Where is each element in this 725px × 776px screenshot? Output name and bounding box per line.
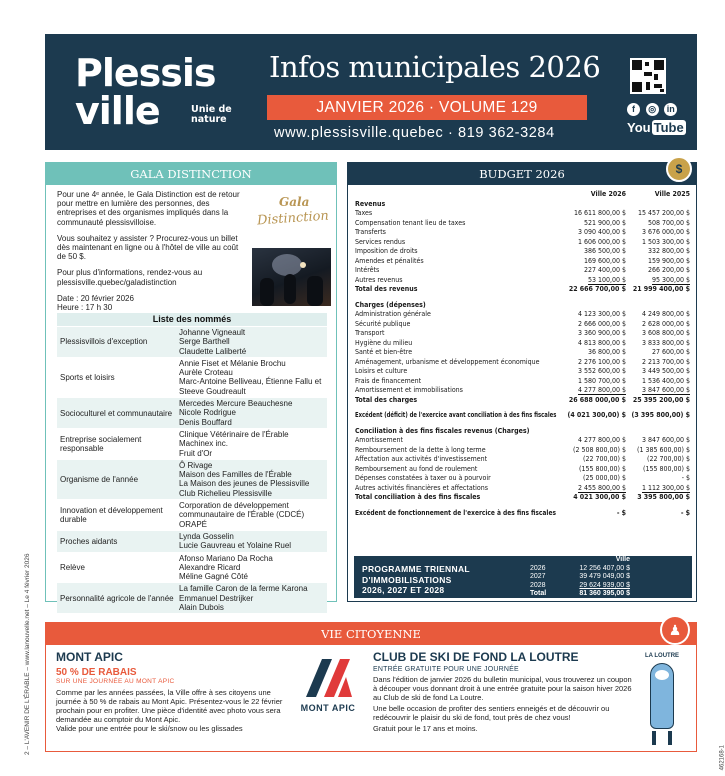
- budget-value-2026: 36 800,00 $: [587, 348, 626, 356]
- budget-header-row: [355, 190, 690, 200]
- club-body-3: Gratuit pour le 17 ans et moins.: [373, 724, 478, 733]
- nominee-names: [179, 398, 327, 428]
- budget-value-2026: (25 000,00) $: [583, 474, 626, 482]
- budget-row: [355, 238, 690, 248]
- budget-row: [355, 329, 690, 339]
- budget-value-2026: 169 600,00 $: [583, 256, 626, 265]
- nominee-names: [179, 460, 327, 499]
- budget-value-2025: (3 395 800,00) $: [631, 411, 690, 419]
- budget-row-label: Administration générale: [355, 310, 431, 318]
- budget-row-label: Hygiène du milieu: [355, 338, 413, 347]
- budget-value-2025: 3 395 800,00 $: [637, 493, 690, 501]
- nominee-row: [57, 429, 327, 460]
- nominee-names: [179, 358, 327, 397]
- budget-row: [355, 386, 690, 396]
- nominee-category: Socioculturel et communautaire: [60, 408, 173, 418]
- pti-box: [354, 556, 692, 598]
- pti-row: [530, 590, 630, 599]
- budget-value-2026: 26 688 000,00 $: [568, 395, 626, 404]
- budget-value-2026: [556, 200, 626, 210]
- nominee-row: [57, 398, 327, 429]
- budget-value-2026: 227 400,00 $: [583, 266, 626, 274]
- nominee-name: Johanne Vigneault: [179, 328, 246, 337]
- budget-value-2025: 1 536 400,00 $: [641, 376, 690, 385]
- budget-value-2025: 1 112 300,00 $: [641, 483, 690, 492]
- budget-row-label: Affectation aux activités d'investissement: [355, 455, 488, 463]
- budget-value-2026: 3 552 600,00 $: [577, 367, 626, 375]
- mont-apic-logo: [290, 655, 366, 725]
- budget-row: [355, 509, 690, 519]
- budget-section: [347, 162, 697, 602]
- budget-value-2026: 1 580 700,00 $: [577, 376, 626, 385]
- budget-row: [355, 411, 690, 421]
- nominee-row: [57, 500, 327, 531]
- budget-value-2026: 22 666 700,00 $: [568, 285, 626, 293]
- nominee-name: Corporation de développement communautaire de l'Érable (CDCÉ): [179, 501, 305, 520]
- budget-row: [355, 348, 690, 358]
- page-title: Infos municipales 2026: [269, 50, 601, 84]
- club-loutre-block: [373, 650, 633, 735]
- budget-value-2025: (22 700,00) $: [647, 455, 690, 463]
- gala-photo: [252, 248, 331, 306]
- budget-row-label: Total des revenus: [355, 285, 418, 293]
- gala-intro: [57, 190, 247, 321]
- budget-row-label: Services rendus: [355, 237, 406, 246]
- gala-logo: [251, 193, 331, 243]
- budget-row: [355, 276, 690, 286]
- budget-row: [355, 228, 690, 238]
- mont-apic-validity: Valide pour une entrée pour le ski/snow ou les glissades: [56, 724, 243, 733]
- logo-line1: Plessis: [75, 51, 216, 95]
- social-icons: [627, 100, 679, 116]
- nominee-row: [57, 358, 327, 398]
- budget-value-2026: 4 813 800,00 $: [577, 338, 626, 347]
- budget-row-label: Amortissement: [355, 436, 404, 444]
- budget-row: [355, 455, 690, 465]
- budget-row-label: Transport: [355, 329, 385, 337]
- budget-value-2025: [626, 200, 690, 210]
- nominee-category: Personnalité agricole de l'année: [60, 593, 174, 603]
- nominee-name: Nicole Rodrigue: [179, 408, 236, 418]
- nominee-category: Innovation et développement durable: [60, 505, 163, 524]
- nominee-row: [57, 553, 327, 584]
- budget-row: [355, 200, 690, 210]
- budget-row-label: Taxes: [355, 209, 373, 217]
- budget-value-2025: 3 676 000,00 $: [641, 228, 690, 236]
- budget-row: [355, 209, 690, 219]
- budget-row-label: Compensation tenant lieu de taxes: [355, 218, 466, 227]
- budget-row: [355, 247, 690, 257]
- budget-row: [355, 493, 690, 503]
- nominee-name: ORAPÉ: [179, 519, 208, 529]
- club-body-1: Dans l'édition de janvier 2026 du bulletin municipal, vous trouverez un coupon à découper vous donnant droit à une entrée gratuite pour la saison hiver 2026 au Club de ski de fond La Loutre.: [373, 675, 632, 702]
- budget-value-2025: (155 800,00) $: [643, 464, 690, 473]
- budget-row-label: Dépenses constatées à taxer ou à pourvoir: [355, 474, 491, 482]
- nominee-name: La famille Caron de la ferme Karona: [179, 584, 308, 594]
- gala-intro-p3[interactable]: Pour plus d'informations, rendez-vous au plessisville.quebec/galadistinction: [57, 268, 203, 287]
- nominee-names: [179, 429, 327, 459]
- budget-value-2025: [626, 427, 690, 437]
- family-icon: ♟: [660, 615, 690, 645]
- budget-value-2026: (4 021 300,00) $: [567, 411, 626, 419]
- nominee-name: Maison des Familles de l'Érable: [179, 470, 292, 480]
- gala-intro-p2: Vous souhaitez y assister ? Procurez-vous un billet dès maintenant en ligne ou à l'hôtel de ville au coût de 50 $.: [57, 233, 239, 262]
- budget-value-2026: 16 611 800,00 $: [573, 209, 626, 217]
- nominee-names: [179, 553, 327, 583]
- nominees-list-title: Liste des nommés: [57, 313, 327, 326]
- budget-value-2026: (155 800,00) $: [579, 464, 626, 473]
- nominee-name: Aurèle Croteau: [179, 368, 233, 378]
- budget-value-2025: - $: [680, 508, 690, 517]
- pti-value: 81 360 395,00 $: [579, 590, 630, 597]
- budget-row-label: Loisirs et culture: [355, 367, 408, 375]
- pti-title: PROGRAMME TRIENNAL D'IMMOBILISATIONS 2026, 2027 ET 2028: [362, 564, 470, 595]
- nominee-category: Relève: [60, 562, 85, 572]
- nominee-category: Proches aidants: [60, 536, 118, 546]
- mont-apic-logo-caption: MONT APIC: [300, 703, 356, 713]
- budget-row: [355, 474, 690, 484]
- logo-tagline: Unie de nature: [191, 104, 232, 125]
- budget-row-label: Charges (dépenses): [355, 300, 426, 309]
- budget-row-label: Amendes et pénalités: [355, 256, 424, 265]
- budget-value-2026: 1 606 000,00 $: [577, 237, 626, 246]
- budget-value-2026: 2 666 000,00 $: [577, 319, 626, 328]
- nominee-category: Organisme de l'année: [60, 474, 139, 484]
- pti-col-header: Ville: [615, 556, 630, 563]
- budget-value-2026: 4 021 300,00 $: [573, 493, 626, 501]
- budget-value-2026: 4 123 300,00 $: [577, 310, 626, 318]
- ski-icon: [652, 731, 656, 745]
- budget-value-2026: 3 090 400,00 $: [577, 228, 626, 236]
- budget-value-2025: 4 249 800,00 $: [641, 310, 690, 318]
- pti-value: 12 256 407,00 $: [579, 564, 630, 572]
- nominee-name: Lucie Gauvreau et Yolaine Ruel: [179, 541, 292, 551]
- budget-row-label: Intérêts: [355, 266, 380, 274]
- budget-col-2025: Ville 2025: [654, 190, 690, 198]
- budget-row: [355, 396, 690, 406]
- budget-value-2025: 2 213 700,00 $: [641, 357, 690, 366]
- budget-value-2025: 27 600,00 $: [651, 348, 690, 356]
- logo-line2: ville: [75, 89, 160, 133]
- mont-apic-block: [56, 650, 286, 733]
- budget-value-2025: 3 847 600,00 $: [641, 436, 690, 444]
- budget-value-2025: 159 900,00 $: [647, 256, 690, 265]
- budget-row-label: Autres activités financières et affectations: [355, 483, 489, 492]
- youtube-icon[interactable]: You Tube: [627, 120, 684, 135]
- nominee-names: [179, 583, 327, 613]
- pti-row: [530, 565, 630, 574]
- nominee-name: Club Richelieu Plessisville: [179, 488, 272, 498]
- budget-value-2026: (2 508 800,00) $: [573, 445, 626, 454]
- budget-row: [355, 339, 690, 349]
- nominee-name: Claudette Laliberté: [179, 346, 247, 356]
- budget-row: [355, 320, 690, 330]
- budget-value-2025: 508 700,00 $: [647, 218, 690, 227]
- budget-row: [355, 465, 690, 475]
- nominee-names: [179, 500, 327, 530]
- budget-value-2026: 521 900,00 $: [583, 218, 626, 227]
- website-phone[interactable]: www.plessisville.quebec · 819 362-3284: [274, 125, 555, 141]
- budget-row-label: Total des charges: [355, 395, 418, 404]
- nominee-name: Marc-Antoine Belliveau, Étienne Fallu et Steeve Goudreault: [179, 377, 322, 396]
- budget-row-label: Frais de financement: [355, 376, 422, 385]
- gala-distinction-section: [45, 162, 337, 613]
- mont-apic-title: MONT APIC: [56, 650, 123, 664]
- nominee-row: [57, 327, 327, 358]
- budget-value-2026: [556, 301, 626, 311]
- masthead: [45, 34, 697, 150]
- pti-year: Total: [530, 590, 547, 597]
- budget-row-label: Total conciliation à des fins fiscales: [355, 493, 481, 501]
- nominee-row: [57, 531, 327, 553]
- budget-value-2026: 4 277 800,00 $: [577, 386, 626, 394]
- club-title: CLUB DE SKI DE FOND LA LOUTRE: [373, 650, 579, 664]
- gala-heading: GALA DISTINCTION: [46, 163, 336, 185]
- ad-code: 462168-1: [719, 745, 725, 771]
- budget-value-2026: 2 276 100,00 $: [577, 357, 626, 366]
- nominee-category: Entreprise socialement responsable: [60, 434, 142, 453]
- nominee-name: Afonso Mariano Da Rocha: [179, 553, 273, 563]
- pti-year: 2028: [530, 581, 546, 589]
- nominee-name: Ô Rivage: [179, 460, 213, 470]
- budget-row: [355, 427, 690, 437]
- budget-value-2025: - $: [681, 474, 690, 482]
- nominees-table: [57, 327, 327, 614]
- budget-value-2025: 2 628 000,00 $: [641, 319, 690, 328]
- budget-value-2025: 95 300,00 $: [651, 275, 690, 284]
- budget-value-2026: - $: [616, 508, 626, 517]
- budget-row-label: Santé et bien-être: [355, 348, 413, 356]
- gala-time: Heure : 17 h 30: [57, 303, 113, 313]
- mont-apic-body: Comme par les années passées, la Ville offre à ses citoyens une journée à 50 % de rabais au Mont Apic. Présentez-vous le 22 février prochain pour en profiter. Une pièce d'identité avec photo vous sera demandée au comptoir du Mont Apic.: [56, 688, 283, 724]
- budget-row: [355, 257, 690, 267]
- budget-row-label: Excédent (déficit) de l'exercice avant conciliation à des fins fiscales: [355, 411, 557, 419]
- pti-row: [530, 582, 630, 591]
- nominee-row: [57, 460, 327, 500]
- budget-row: [355, 377, 690, 387]
- loutre-mascot: [638, 653, 686, 745]
- budget-value-2025: 3 833 800,00 $: [641, 338, 690, 347]
- budget-value-2025: 3 847 600,00 $: [641, 386, 690, 394]
- plessisville-logo: [75, 51, 232, 133]
- nominee-name: Denis Bouffard: [179, 417, 232, 427]
- budget-row: [355, 367, 690, 377]
- gala-date: Date : 20 février 2026: [57, 293, 134, 303]
- budget-row-label: Transferts: [355, 228, 386, 236]
- nominee-names: [179, 531, 327, 552]
- nominee-name: Annie Fiset et Mélanie Brochu: [179, 358, 286, 368]
- budget-value-2026: 3 360 900,00 $: [577, 329, 626, 337]
- budget-row-label: Sécurité publique: [355, 319, 411, 328]
- budget-row-label: Aménagement, urbanisme et développement économique: [355, 357, 540, 366]
- vie-heading: VIE CITOYENNE: [46, 623, 696, 645]
- budget-row: [355, 446, 690, 456]
- nominee-category: Plessisvillois d'exception: [60, 337, 148, 347]
- budget-value-2025: 266 200,00 $: [647, 266, 690, 274]
- budget-value-2026: 386 500,00 $: [583, 247, 626, 255]
- nominee-name: Alain Dubois: [179, 603, 224, 613]
- budget-row: [355, 436, 690, 446]
- money-bag-icon: $: [666, 156, 692, 182]
- pti-values: [530, 556, 630, 599]
- budget-value-2025: (1 385 600,00) $: [637, 445, 690, 454]
- budget-row-label: Remboursement de la dette à long terme: [355, 445, 486, 454]
- budget-row-label: Imposition de droits: [355, 247, 418, 255]
- budget-row-label: Revenus: [355, 199, 386, 208]
- budget-value-2025: 1 503 300,00 $: [641, 237, 690, 246]
- budget-heading: BUDGET 2026: [348, 163, 696, 185]
- budget-value-2026: 2 455 800,00 $: [577, 483, 626, 492]
- budget-value-2026: [556, 427, 626, 437]
- budget-row: [355, 310, 690, 320]
- nominee-name: Méline Gagné Côté: [179, 572, 248, 582]
- publication-footer: 2 – L'AVENIR DE L'ÉRABLE – www.lanouvelle.net – Le 4 février 2026: [24, 553, 31, 755]
- budget-row-label: Remboursement au fond de roulement: [355, 464, 478, 473]
- nominee-names: [179, 327, 327, 357]
- pti-year: 2026: [530, 564, 546, 572]
- budget-row-label: Excédent de fonctionnement de l'exercice à des fins fiscales: [355, 508, 556, 517]
- budget-col-2026: Ville 2026: [590, 190, 626, 198]
- pti-value: 29 624 939,00 $: [579, 581, 630, 589]
- nominee-name: Clinique Vétérinaire de l'Érable: [179, 429, 289, 439]
- budget-value-2025: 332 800,00 $: [647, 247, 690, 255]
- budget-row: [355, 358, 690, 368]
- mont-apic-promo: 50 % DE RABAIS: [56, 667, 137, 678]
- nominee-name: Alexandre Ricard: [179, 562, 241, 572]
- pti-row: [530, 573, 630, 582]
- mont-apic-promo-sub: SUR UNE JOURNÉE AU MONT APIC: [56, 678, 175, 685]
- loutre-mascot-text: LA LOUTRE: [644, 653, 680, 659]
- nominee-row: [57, 583, 327, 614]
- vie-citoyenne-section: [45, 622, 697, 752]
- linkedin-icon[interactable]: in: [664, 103, 677, 116]
- budget-value-2025: 15 457 200,00 $: [637, 209, 690, 217]
- gala-logo-word1: Gala: [279, 195, 310, 209]
- budget-row: [355, 484, 690, 494]
- budget-table: [355, 190, 690, 518]
- budget-value-2026: 4 277 800,00 $: [577, 436, 626, 444]
- ski-icon: [668, 731, 672, 745]
- budget-value-2025: 25 395 200,00 $: [632, 395, 690, 404]
- budget-row-label: Conciliation à des fins fiscales revenus (Charges): [355, 426, 530, 435]
- gala-intro-p1: Pour une 4ᵉ année, le Gala Distinction est de retour pour mettre en lumière des personnes, des entreprises et des organismes impliqués dans la communauté plessisvilloise.: [57, 190, 240, 227]
- nominee-category: Sports et loisirs: [60, 372, 115, 382]
- budget-row: [355, 301, 690, 311]
- nominee-name: Lynda Gosselin: [179, 531, 234, 541]
- facebook-icon[interactable]: f: [627, 103, 640, 116]
- club-subtitle: ENTRÉE GRATUITE POUR UNE JOURNÉE: [373, 666, 519, 673]
- budget-row-label: Amortissement et immobilisations: [355, 386, 463, 394]
- budget-value-2025: [626, 301, 690, 311]
- budget-value-2025: 21 999 400,00 $: [632, 285, 690, 293]
- mont-apic-mark-icon: [300, 655, 356, 699]
- nominee-name: Machinex inc.: [179, 439, 228, 449]
- nominee-name: Fruit d'Or: [179, 448, 213, 458]
- pti-year: 2027: [530, 573, 546, 580]
- volume-banner: JANVIER 2026 · VOLUME 129: [267, 95, 587, 120]
- budget-value-2025: 3 449 500,00 $: [641, 367, 690, 375]
- nominee-name: Emmanuel Destrijker: [179, 593, 254, 603]
- budget-row: [355, 285, 690, 295]
- gala-logo-word2: Distinction: [256, 208, 330, 229]
- budget-row: [355, 266, 690, 276]
- nominee-name: La Maison des jeunes de Plessisville: [179, 479, 310, 489]
- budget-row: [355, 219, 690, 229]
- pti-value: 39 479 049,00 $: [579, 573, 630, 580]
- budget-value-2026: 53 100,00 $: [587, 275, 626, 284]
- budget-value-2026: (22 700,00) $: [583, 455, 626, 463]
- qr-code-icon[interactable]: [630, 58, 666, 94]
- budget-value-2025: 3 608 800,00 $: [641, 329, 690, 337]
- nominee-name: Serge Barthell: [179, 337, 230, 347]
- otter-icon: [650, 663, 674, 729]
- instagram-icon[interactable]: ◎: [646, 103, 659, 116]
- club-body-2: Une belle occasion de profiter des sentiers enneigés et de découvrir ou redécouvrir le plaisir du ski de fond, tout près de chez vous!: [373, 704, 610, 722]
- budget-row-label: Autres revenus: [355, 275, 403, 284]
- nominee-name: Mercedes Mercure Beauchesne: [179, 399, 293, 409]
